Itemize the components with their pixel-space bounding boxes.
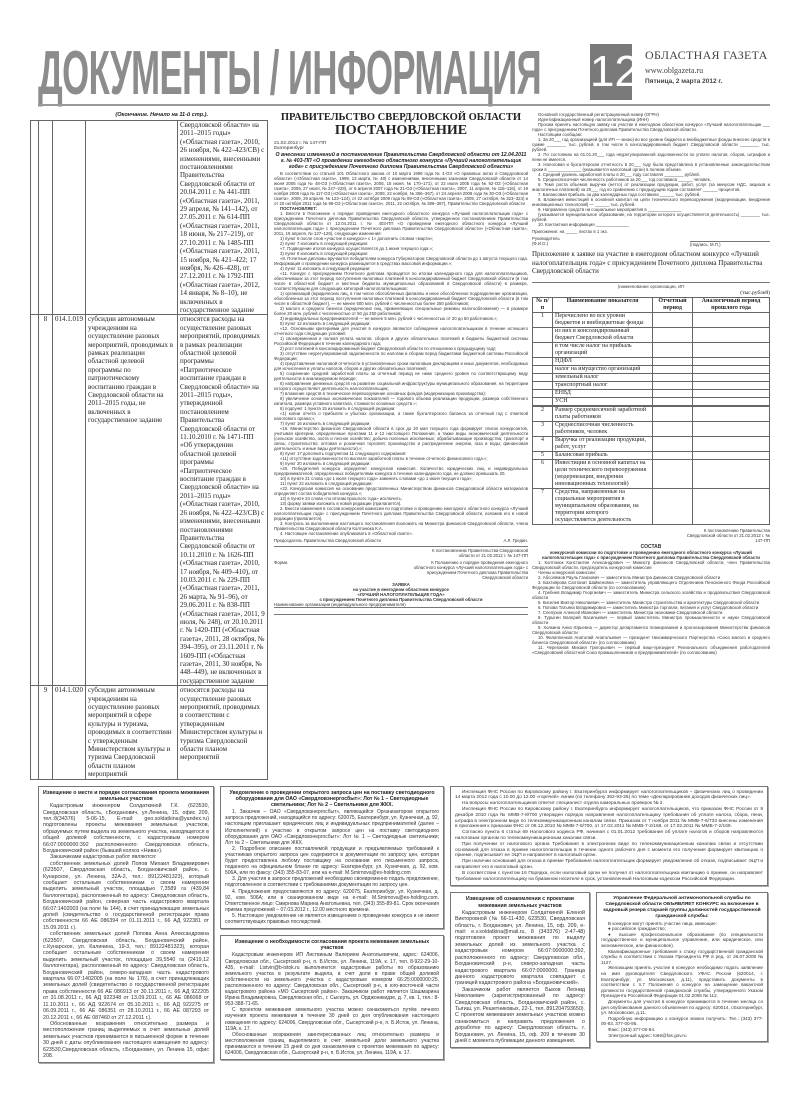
resolution-paragraph: 11) пункт 22 изложить в следующей редакции:: [280, 481, 373, 486]
indicator-name: НДФЛ: [553, 357, 653, 365]
notice-paragraph: Инспекция ФНС России по Кировскому району г. Екатеринбурга информирует налогоплательщиков, что приказом ФНС России от 9 декабря 2010 года № ММВ-7-8/700 утвержден порядок направления налогоплательщику требования об уплате налога, сбора, пени, штрафа в электронном виде по телекоммуникационным каналам связи. Приказом от 7 ноября 2011 № ММВ-7-6/733 внесены изменения в приложения к приказам ФНС от 09.12.2010 № ММВ-7-8/700, от 17.02.2011 № ММВ-7-2/168, от 17.02.2011 № ММВ-7-2/169.: [455, 807, 763, 830]
table-row: [533, 373, 770, 381]
notice-paragraph: 5. Настоящее уведомление не является извещением о проведении конкурса и не имеет соответствующих правовых последствий.: [225, 912, 439, 925]
blank-line: [274, 609, 528, 615]
resolution-paragraph: 4. Настоящее постановление опубликовать в «Областной газете».: [280, 531, 413, 536]
previous-period-cell[interactable]: [693, 312, 770, 327]
page-number: 12: [590, 44, 632, 100]
form-line: 4. Средний уровень заработной платы в 20___ году составлял ________ рублей.: [538, 172, 700, 177]
previous-period-cell[interactable]: [693, 342, 770, 357]
composition-subtitle: конкурсной комиссии по подготовке и проведению ежегодного областного конкурса «Лучший налогоплательщик года» с присуждением Почетного диплома Правительства Свердловской области: [542, 549, 760, 560]
previous-period-cell[interactable]: [693, 357, 770, 365]
indicator-name: в том числе налог на прибыль организаций: [553, 342, 653, 357]
notice-paragraph: Подробную информацию о конкурсе можно получить: Тел.: (343) 377-00-83, 377-00-95.: [601, 1015, 763, 1027]
notice-paragraph: При получении от налогового органа Требования в электронном виде по телекоммуникационным каналам связи и отсутствии оснований для отказа в приеме налогоплательщик в течение одного рабочего дня с момента его получения формирует квитанцию о приеме, подписывает ее ЭЦП и направляет в налоговый орган.: [455, 841, 763, 859]
resolution-paragraph: 8) увеличение основных экономических показателей — годового объема реализации продукции, размера собственного капитала, размера уставного капитала, стоимости основных средств.»;: [274, 396, 528, 406]
application-subtitle: на участие в ежегодном областном конкурсе: [353, 587, 449, 592]
notice-paragraph: Электронный адрес: to66@fas.gov.ru: [608, 1032, 687, 1038]
divider: [274, 544, 528, 547]
row-number: 2: [533, 406, 553, 421]
form-line: Основной государственный регистрационный номер (ОГРН): [538, 112, 659, 117]
notice-title: Извещение о месте и порядке согласования проекта межевания земельных участков: [43, 789, 209, 802]
notice-paragraph: Заказчиком работ является Быков Леонид Николаевич (зарегистрированный по адресу: Свердловская область, Богдановичский район, с. Тыгиш, ул. Решетниковых, 22-1, тел. 891204793650). С проектом межевания земельных участков можно ознакомиться и направить предложения о доработке по адресу: Свердловская область, г. Богданович, ул. Ленина, 15, оф. 209 в течение 30 дней с момента публикации данного извещения.: [455, 986, 585, 1044]
previous-period-cell[interactable]: [693, 459, 770, 488]
section-title: ДОКУМЕНТЫ / ИНФОРМАЦИЯ: [38, 39, 542, 108]
notice-paragraph: собственник земельных долей Попова Анна Александровна (623507, Свердловская область, Богдановичский район, с.Кунарское, ул. Калинина, 19-3, тел.: 89122481323), которая сообщает остальным собственникам о своем намерении выделить земельный участок, площадью 39,5540 га (2419,12 баллогектара), расположенный по адресу: Свердловская область, Богдановичский район, северо-западная часть кадастрового квартала 66:07:1402005 (на поле № 176), в счет принадлежащих земельных долей (свидетельство о государственной регистрации права собственности 66 АЕ 086913 от 30.11.2011 г., 66 АД 922205 от 31.08.2011 г., 66 АД 922348 от 13.09.2011 г., 66 АЕ 086068 от 11.10.2011 г., 66 АД 922674 от 05.10.2011 г., 66 АД 922275 от 06.09.2011 г., 66 АЕ 086351 от 28.10.2011 г., 66 АЕ 087293 от 20.12.2011 г., 66 АЕ 087460 от 27.12.2011 г.).: [43, 931, 209, 1021]
cell-code: 014.1.019: [53, 315, 86, 686]
reporting-period-cell[interactable]: [653, 397, 693, 405]
notice-paragraph: С проектом межевания земельного участка можно ознакомиться путём личного изучения проекта межевания в течение 30 дней со дня опубликования настоящего извещения по адресу: 624006, Свердловская обл., Сысертский р-н, п. Б.Исток, ул. Ленина, 119А, к. 17.: [225, 1007, 439, 1032]
application-diploma: с присуждением Почетного диплома Правительства Свердловской области: [319, 597, 483, 602]
row-number: [533, 365, 553, 373]
notice-paragraph: Обоснованные возражения заинтересованных лиц относительно размера и местоположения границ выделяемого в счет земельной доли земельного участка принимаются в течение 15 дней со дня ознакомления с проектом межевания по адресу: 624006, Свердловская обл., Сысертский р-н, п. Б.Исток, ул. Ленина, 119А, к. 17.: [225, 1031, 439, 1056]
blank-cell: [31, 121, 39, 315]
resolution-number: 21.02.2012 г. № 147-ПП: [274, 141, 327, 146]
application-form-section: [532, 112, 770, 655]
indicator-name: Балансовая прибыль: [553, 451, 653, 459]
column-header: Отчетный период: [653, 297, 693, 312]
notice-paragraph: Согласно пункта 6 статьи 69 Налогового кодекса РФ, начиная с 01.01.2012 требования об уплате налогов и сборов направляются налоговым органом по телекоммуникационным каналам связи.: [455, 830, 763, 842]
notices-middle-stack: [220, 786, 444, 1060]
reporting-period-cell[interactable]: [653, 342, 693, 357]
column-header: Наименование показателя: [553, 297, 653, 312]
budget-table-section: [30, 112, 268, 780]
commission-member: Члены конкурсной комиссии:: [538, 569, 596, 575]
form-line: 7. Балансовая прибыль за два календарных года составила ______ тыс. рублей.: [538, 192, 701, 197]
commission-member: 5. Киселев Виктор Николаевич — заместитель Министра строительства и архитектуры Свердловской области: [538, 599, 760, 605]
notice-paragraph: При наличии оснований для отказа в приеме Требования налогоплательщик формирует уведомление об отказе, подписывает ЭЦП и направляет его в налоговый орган.: [455, 859, 763, 871]
notice-paragraph: Факс: (343) 377-00-84.: [608, 1026, 656, 1032]
head-label: Руководитель: [532, 236, 560, 241]
notice-paragraph: 1. Заказчик – ОАО «Свердловэнергосбыт», являющийся Организатором открытого запроса предложений, находящийся по адресу: 620075, Екатеринбург, ул. Кузнечная, д. 92, настоящим приглашает юридических лиц и индивидуальных предпринимателей (далее – Исполнителей) к участию в открытом запросе цен на поставку светодиодного оборудования для ОАО «Свердловэнергосбыт»: Лот № 1 – Светодиодные светильники; Лот № 2 – Светильники для ЖКХ.: [225, 809, 439, 846]
row-number: 3: [533, 421, 553, 436]
resolution-paragraph: 7) пункт 16 изложить в следующей редакции:: [280, 421, 371, 426]
table-row: [533, 421, 770, 436]
cell-code: [53, 121, 86, 315]
resolution-paragraph: «11) отсутствие задолженности по выплате заработной платы в течение отчетного финансового года.»;: [280, 456, 488, 461]
masthead: [645, 48, 768, 85]
issue-date: Пятница, 2 марта 2012 г.: [645, 78, 723, 85]
notice-survey-familiarization: [450, 892, 590, 1048]
appendix-title: Приложение к заявке на участие в ежегодном областном конкурсе «Лучший налогоплательщик года» с присуждением Почетного диплома Правительства Свердловской области: [532, 250, 763, 275]
cell-desc: относятся расходы на осуществление разовых мероприятий, проводимых в соответствии с утвержденным Министерством культуры и туризма Свердловской области планом мероприятий: [178, 686, 268, 779]
resolution-paragraph: 3) индивидуальных предпринимателей — не менее 5 млн. рублей с численностью от 20 до 50 работников.»;: [280, 316, 498, 321]
commission-member: 7. Слепухин Алексей Иванович — заместитель Министра экономики Свердловской области: [538, 609, 723, 615]
indicator-name: Среднесписочная численность работников, человек: [553, 421, 653, 436]
table-row: [533, 436, 770, 451]
resolution-paragraph: 6) подпункт 1 пункта 15 изложить в следующей редакции:: [280, 406, 396, 411]
resolution-paragraph: 2) рост платежей в консолидированный бюджет Свердловской области по отношению к предыдущему году;: [280, 346, 497, 351]
resolution-paragraph: 10) в пункте 21 слова «до 1 июля текущего года» заменить словами «до 1 июня текущего года»;: [280, 476, 473, 481]
previous-period-cell[interactable]: [693, 365, 770, 373]
continued-note: (Окончание. Начало на 11-й стр.).: [115, 112, 208, 118]
previous-period-cell[interactable]: [693, 389, 770, 397]
table-row: [533, 406, 770, 421]
notice-paragraph: 3. Для участия в запросе предложений необходимо своевременно подать предложение, подготовленное в соответствии с требованиями документации по запросу цен.: [225, 876, 439, 889]
resolution-paragraph: 3) пункт 8 изложить в следующей редакции:: [280, 251, 369, 256]
form-line: 6. Темп роста объемов выручки (нетто) от реализации продукции, работ, услуг (за минусом НДС, акцизов и аналогичных платежей) за 20___ год по сравнению с предыдущим годом составляет ______ процентов.: [532, 182, 770, 192]
unit-label: (тыс.рублей): [740, 289, 770, 296]
resolution-paragraph: «1) копии отчета о прибылях и убытках организации, а также бухгалтерского баланса за отчетный год с отметкой налогового органа;»;: [274, 411, 528, 421]
resolution-section: [274, 112, 528, 616]
reporting-period-cell[interactable]: [653, 488, 693, 524]
indicator-name: налог на имущество организаций: [553, 365, 653, 373]
indicator-name: Перечислено во все уровни бюджетов и внебюджетные фонды: [553, 312, 653, 327]
application-title: ЗАЯВКА: [392, 582, 410, 587]
row-number: [533, 373, 553, 381]
cell-desc: Свердловской области» на 2011–2015 годы» («Областная газета», 2010, 26 ноября, № 422–423/СВ) с изменениями, внесенными постановлениями Правительства Свердловской области от 20.04.2011 г. № 441-ПП («Областная газета», 2011, 29 апреля, № 141–142), от 27.05.2011 г. № 614-ПП («Областная газета», 2011, 18 июня, № 217–219), от 27.10.2011 г. № 1485-ПП («Областная газета», 2011, 15 ноября, № 421–422; 17 ноября, № 426–428), от 27.12.2011 г. № 1792-ПП («Областная газета», 2012, 14 января, № 8–10), не включенных в государственное задание: [178, 121, 268, 315]
organization-caption: (наименование организации, ИП: [617, 283, 685, 289]
reporting-period-cell[interactable]: [653, 327, 693, 342]
resolution-paragraph: 7) вложение средств в техническое перевооружение основных фондов (модернизацию производства);: [280, 391, 486, 396]
notice-paragraph-list: [455, 790, 763, 883]
form-line: 9. Направлено средств на социальные мероприятия в ______________: [538, 207, 682, 212]
row-number: 4: [533, 436, 553, 451]
commission-member: 9. Холкина Анна Юрьевна — директор департамента планирования и прогнозирования Министерства финансов Свердловской области: [532, 624, 770, 635]
notice-title: Управление Федеральной антимонопольной службы по Свердловской области ОБЪЯВЛЯЕТ КОНКУРС на включение в кадровый резерв старшей группы должностей государственной гражданской службы:: [603, 896, 761, 919]
annex-reference: К постановлению Правительства Свердловской области от 21.02.2012 г. № 147-ПП: [432, 548, 528, 558]
form-line: (указывается муниципальное образование, на территории которого осуществляется деятельность) ________ тыс. рублей.: [532, 212, 770, 222]
notice-paragraph: Кадастровым инженером Солдаткиной Еленой Викторовной (№ 66-11-430, 623530, Свердловская область, г. Богданович, ул. Ленина, 15, оф. 209, e-mail: e.v.soldatkina@mail.ru, 8 (343376) 2-47-48) подготовлен проект межевания по выделу земельных долей из земельного участка с кадастровым номером 66:07:0000000:392, расположенного по адресу: Свердловская обл., Богдановичский р-н, северо-западная часть кадастрового квартала 66:07:0000000. Граница данного кадастрового квартала совпадает с границей кадастрового района «Богдановичский».: [455, 909, 585, 987]
resolution-paragraph: 4) представление налоговой отчетности в установленные сроки налоговым декларациям и иных документов, необходимых для исчисления и уплаты налогов, сборов и других обязательных платежей;: [274, 361, 528, 371]
resolution-paragraph: «7. Подведение итогов конкурса осуществляется до 1 июня текущего года.»;: [280, 246, 434, 251]
resolution-paragraph: 12) в пункте 24 слова «по итогам прошлого года» исключить;: [280, 496, 403, 501]
decree-word: ПОСТАНОВЛЯЕТ:: [280, 206, 318, 211]
reporting-period-cell[interactable]: [653, 459, 693, 488]
preamble: В соответствии со статьей 101 Областного закона от 10 марта 1999 года № 4-ОЗ «О правовых актах в Свердловской области» («Областная газета», 1999, 13 марта, № 48) с изменениями, внесенными законами Свердловской области от 14 июня 2005 года № 48-ОЗ («Областная газета», 2005, 15 июня, № 170–171), от 22 июля 2005 года № 92-ОЗ («Областная газета», 2005, 27 июля, № 227–228), от 6 апреля 2007 года № 21-ОЗ («Областная газета», 2007, 11 апреля, № 115–116), от 19 ноября 2008 года № 117-ОЗ («Областная газета», 2008, 22 ноября, № 366–367), от 24 апреля 2009 года № 30-ОЗ («Областная газета», 2009, 29 апреля, № 123–124), от 22 октября 2009 года № 89-ОЗ («Областная газета», 2009, 27 октября, № 323–324) и от 20 октября 2011 года № 98-ОЗ («Областная газета», 2011, 22 октября, № 386–387), Правительство Свердловской области: [274, 171, 529, 206]
resolution-paragraph: 3) отсутствие неурегулированной задолженности по налогам и сборам перед бюджетами бюджетной системы Российской Федерации;: [274, 351, 528, 361]
notice-tax-inspection: [450, 786, 768, 887]
reporting-period-cell[interactable]: [653, 373, 693, 381]
resolution-paragraph: 13) форму заявки изложить в новой редакции (прилагается).: [280, 501, 402, 506]
table-row: [533, 327, 770, 342]
resolution-paragraph: 8) пункт 17 дополнить подпунктом 11 следующего содержания:: [280, 451, 407, 456]
indicator-name: Выручка от реализации продукции, работ, услуг: [553, 436, 653, 451]
notice-paragraph: Инспекция ФНС России по Кировскому району г. Екатеринбурга информирует налогоплательщиков – физических лиц о проведении 14 марта 2012 года с 10.00 до 12.00 «горячей» линии (по телефону 362-93-26) по теме «Декларирование доходов физических лиц».: [455, 789, 763, 801]
organization-line: [532, 277, 770, 283]
notice-paragraph: В конкурсе могут принять участие лица, имеющие:: [608, 920, 717, 926]
resolution-paragraph: 3. Контроль за выполнением настоящего постановления возложить на Министра финансов Свердловской области, члена Правительства Свердловской области Колтонюка К.А.: [274, 521, 528, 531]
commission-member: 8. Турыгин Валерий Васильевич — первый заместитель Министра промышленности и науки Свердловской области: [532, 614, 770, 625]
notice-paragraph-list: [225, 809, 439, 925]
cell-n: 8: [39, 315, 53, 686]
indicator-name: Средства, направленные на социальные мероприятия в муниципальном образовании, на территории которого осуществляется деятельность: [553, 488, 653, 524]
previous-period-cell[interactable]: [693, 488, 770, 524]
cell-n: [39, 121, 53, 315]
form-reference: К Положению о порядке проведения ежегодного областного конкурса «Лучший налогоплательщик года» с присуждением Почетного диплома Правительства Свердловской области: [413, 560, 528, 580]
reporting-period-cell[interactable]: [653, 421, 693, 436]
attachments-line: Приложение: на _____ листах в 1 экз.: [532, 229, 608, 234]
notices-area: [38, 786, 800, 1064]
indicator-name: земельный налог: [553, 373, 653, 381]
row-number: [533, 342, 553, 357]
notice-fas-contest: [596, 892, 768, 1042]
commission-member: 2. Абсолямов Рауль Газизович — заместитель Министра финансов Свердловской области: [538, 574, 721, 580]
cell-name: [86, 121, 178, 315]
newspaper-url[interactable]: www.oblgazeta.ru: [645, 66, 704, 75]
indicators-table: [532, 297, 770, 525]
row-number: 7: [533, 488, 553, 524]
notice-paragraph-list: [225, 952, 439, 1056]
form-line: 5. Среднесписочная численность работников за 20___ год составила ______ человек.: [538, 177, 711, 182]
resolution-paragraph: 6) направление денежных средств на развитие социальной инфраструктуры муниципального образования, на территории которого осуществляет деятельность налогоплательщик;: [274, 381, 528, 391]
table-row: [31, 686, 268, 779]
indicator-name: Инвестиции в основной капитал на цели технического перевооружения (модернизации, внедрения инновационных технологий): [553, 459, 653, 488]
form-line-list: [532, 112, 770, 227]
table-row: [31, 315, 268, 686]
resolution-type: ПОСТАНОВЛЕНИЕ: [334, 123, 468, 138]
reporting-period-cell[interactable]: [653, 312, 693, 327]
form-line: 2. По состоянию на 01.01.20___ года неурегулированной задолженности по уплате налогов, сборов, штрафов и пени не имеется.: [532, 152, 770, 162]
notice-paragraph: 4. Предложения предоставляются по адресу: 620075, Екатеринбург, ул. Кузнечная, д. 92, ком. 506А; или в сканированном виде на e-mail: M.Smirnova@es-holding.com. Ответственное лицо: Смирнова Марина Анатольевна, тел. (343) 355-89-81. Срок окончания приема предложений – 07.03.2012 г., 12.00 местного времени.: [225, 888, 439, 913]
previous-period-cell[interactable]: [693, 436, 770, 451]
organization-name-field: Наименование организации (индивидуального предпринимателя): [274, 602, 528, 608]
reporting-period-cell[interactable]: [653, 357, 693, 365]
commission-member: 1. Колтонюк Константин Александрович — Министр финансов Свердловской области, член Правительства Свердловской области, председатель конкурсной комиссии: [532, 559, 770, 570]
notice-paragraph: Желающим принять участие в конкурсе необходимо подать заявление на имя руководителя Свердловского УФАС России (620014, г. Екатеринбург, ул. Московская, д.11), представить документы в соответствии с п.7 Положения о конкурсе на замещение вакантной должности государственной гражданской службы, утвержденного Указом Президента Российской Федерации 01.02.2005 № 112.: [601, 965, 763, 999]
cell-name: субсидии автономным учреждениям на осуществление разовых мероприятий в сфере культуры и туризма, проводимых в соответствии с утвержденным Министерством культуры и туризма Свердловской области планом мероприятий: [86, 686, 178, 779]
signer-name: А.Л. Гредин.: [503, 538, 528, 543]
notice-paragraph: собственник земельных долей Попов Михаил Владимирович (623507, Свердловская область, Богдановичский район, с. Кунарское, ул. Ленина, 32А-2, тел.: 89122481323), который сообщает остальным собственникам о своем намерении выделить земельный участок, площадью 7,3589 га (439,84 баллогектара), расположенный по адресу: Свердловская область, Богдановичский район, северная часть кадастрового квартала 66:07:1402003 (на поле № 144), в счет принадлежащих земельных долей (свидетельство о государственной регистрации права собственности 66 АЕ 086394 от 01.11.2011 г., 66 АД 922381 от 15.09.2011 г.).: [43, 860, 209, 931]
notice-paragraph: 2. Подробное описание поставляемой продукции и предъявляемых требований к участникам открытого запроса цен содержится в документации по запросу цен, которая будет предоставлена любому поставщику на основании его письменного запроса, поданного на официальном бланке по адресу: Екатеринбург, ул. Кузнечная, д. 92, ком. 506А, или по факсу: (343) 355-83-07, или на e-mail: M.Smirnova@es-holding.com: [225, 845, 439, 877]
resolution-paragraph: 1) пункт 6 после слов «участие в конкурсе» с 1» дополнить словом «марта»;: [280, 236, 434, 241]
row-number: [533, 389, 553, 397]
notice-paragraph: Документы для участия в конкурсе принимаются в течение месяца со дня опубликования данного объявления по адресу: 620014, г.Екатеринбург, ул. Московская, д.11.: [601, 998, 763, 1016]
notice-title: Уведомление о проведении открытого запроса цен на поставку светодиодного оборудования для ОАО «Свердловэнергосбыт»: Лот № 1 – Светодиодные светильники; Лот № 2 – Светильники для ЖКХ.: [229, 789, 435, 809]
newspaper-name: ОБЛАСТНАЯ ГАЗЕТА: [645, 48, 768, 62]
row-number: [533, 327, 553, 342]
table-row: [533, 459, 770, 488]
table-row: [533, 357, 770, 365]
notice-paragraph: Квалификационные требования к стажу государственной гражданской службы в соответствии с Указом Президента РФ в ред. от 26.07.2008 № 1127.: [601, 948, 763, 965]
form-line: Настоящим сообщаю:: [538, 132, 583, 137]
notice-title: Извещение о необходимости согласования проекта межевания земельных участков: [234, 939, 430, 952]
indicator-name: транспортный налог: [553, 381, 653, 389]
reporting-period-cell[interactable]: [653, 381, 693, 389]
cell-desc: относятся расходы на осуществление разовых мероприятий, проводимых в рамках реализации областной целевой программы «Патриотическое воспитание граждан в Свердловской области» на 2011–2015 годы», утвержденной постановлением Правительства Свердловской области от 11.10.2010 г. № 1471-ПП «Об утверждении областной целевой программы «Патриотическое воспитание граждан в Свердловской области» на 2011–2015 годы» («Областная газета», 2010, 26 ноября, № 422–423/СВ) с изменениями, внесенными постановлениями Правительства Свердловской области от 10.11.2010 г. № 1626-ПП («Областная газета», 2010, 17 ноября, № 409–410), от 10.03.2011 г. № 229-ПП («Областная газета», 2011, 26 марта, № 91–96), от 29.06.2011 г. № 838-ПП («Областная газета», 2011, 9 июля, № 248), от 20.10.2011 г. № 1420-ПП («Областная газета», 2011, 28 октября, № 394–395), от 23.11.2011 г. № 1609-ПП («Областная газета», 2011, 30 ноября, № 448–449), не включенных в государственное задание: [178, 315, 268, 686]
resolution-city: Екатеринбург: [274, 146, 305, 151]
notice-paragraph: ● российское гражданство;: [608, 926, 666, 932]
table-row: [533, 312, 770, 327]
previous-period-cell[interactable]: [693, 406, 770, 421]
resolution-org: ПРАВИТЕЛЬСТВО СВЕРДЛОВСКОЙ ОБЛАСТИ: [280, 112, 522, 123]
resolution-paragraph: «22. Конкурсная комиссия на основании представленных Министерством финансов Свердловской области материалов определяет состав победителей конкурса.»;: [274, 486, 528, 496]
notice-survey-agreement-necessity: [220, 935, 444, 1060]
resolution-paragraph: 2) пункт 7 изложить в следующей редакции:: [280, 241, 369, 246]
resolution-body: [274, 171, 528, 615]
resolution-paragraph: 5) сохранение средней заработной платы за отчетный период не ниже среднего уровня по соответствующему виду деятельности в анализируемом периоде;: [274, 371, 528, 381]
commission-member: 10. Филиппенков Анатолий Анатольевич — президент Некоммерческого Партнерства «Союз малого и среднего бизнеса Свердловской области» (по согласованию): [532, 634, 770, 645]
cell-n: 9: [39, 686, 53, 779]
previous-period-cell[interactable]: [693, 421, 770, 436]
row-number: 6: [533, 459, 553, 488]
notice-title: Извещение об ознакомлении с проектами межевания земельных участков: [466, 896, 574, 909]
indicator-name: из них в консолидированный бюджет Свердловской области: [553, 327, 653, 342]
blank-cell: [31, 315, 39, 686]
resolution-paragraph: «12. Основными критериями для участия в конкурсе являются соблюдение налогоплательщиком в течение истекшего отчетного года следующих условий:: [274, 326, 528, 336]
table-row: [533, 488, 770, 524]
table-row: [533, 365, 770, 373]
notice-paragraph: ● высшее профессиональное образование (по специальности государственное и муниципальное управление, или юридическое, или экономическое, или финансовое).: [601, 931, 763, 948]
resolution-paragraph: 9) пункт 20 изложить в следующей редакции:: [280, 461, 371, 466]
form-line: Идентификационный номер налогоплательщика (ИНН): [538, 117, 649, 122]
blank-cell: [31, 686, 39, 779]
previous-period-cell[interactable]: [693, 397, 770, 405]
resolution-paragraph: 1. Внести в Положение о порядке проведения ежегодного областного конкурса «Лучший налогоплательщик года» с присуждением Почетного диплома Правительства Свердловской области, утвержденное постановлением Правительства Свердловской области от 12.04.2011 г. № 403-ПП «О проведении ежегодного областного конкурса «Лучший налогоплательщик года» с присуждением Почетного диплома Правительства Свердловской области» («Областная газета», 2011, 19 апреля, № 127–128), следующие изменения:: [274, 211, 528, 236]
cell-name: субсидии автономным учреждениям на осуществление разовых мероприятий, проводимых в рамках реализации областной целевой программы по патриотическому воспитанию граждан в Свердловской области на 2011–2015 годы, не включенных в государственное задание: [86, 315, 178, 686]
notice-paragraph: На вопросы налогоплательщиков ответит специалист отдела камеральных проверок № 2.: [462, 801, 664, 807]
previous-period-cell[interactable]: [693, 381, 770, 389]
cell-code: 014.1.020: [53, 686, 86, 779]
page-header: [0, 0, 800, 108]
resolution-paragraph: «20. Победителей конкурса определяет конкурсная комиссия. Количество юридических лиц и индивидуальных предпринимателей, определенных победителями конкурса в течение календарного года, не должно превышать 20.: [274, 466, 528, 476]
notices-right-stack: [450, 786, 768, 1049]
reporting-period-cell[interactable]: [653, 406, 693, 421]
reporting-period-cell[interactable]: [653, 451, 693, 459]
form-line: 1. За 20___ год организацией (для ИП — мною) во все уровни бюджета и внебюджетные фонды внесено средств в сумме ________ тыс. рублей, в том числе в консолидированный бюджет Свердловской области ________ тыс. рублей.: [532, 137, 770, 152]
row-number: 5: [533, 451, 553, 459]
table-row: [533, 381, 770, 389]
commission-member: 3. Бахтиярова Салтанат Шайкеновна — заместитель управляющего Отделением Пенсионного Фонда Российской Федерации по Свердловской области (по согласованию): [532, 579, 770, 590]
table-row: [31, 121, 268, 315]
form-line: 8. Вложения инвестиций в основной капитал на цели технического перевооружения (модернизации, внедрения инновационных технологий) — ______ тыс. рублей.: [532, 197, 770, 207]
form-line: 3. Налоговая и бухгалтерская отчетность в 20___ году была представлена в установленные законодательством сроки в ______________ (указывается налоговый орган) в полном объеме.: [532, 162, 770, 172]
resolution-paragraph: «11. Конкурс с присуждением Почетного диплома проводится по итогам календарного года для налогоплательщиков, обеспечивших за этот период поступления налоговых платежей в консолидированный бюджет Свердловской области (в том числе в областной бюджет и местные бюджеты муниципальных образований в Свердловской области) в размере, соответствующем для следующих категорий налогоплательщиков:: [274, 271, 528, 291]
commission-member: 6. Попова Татьяна Владимировна — заместитель Министра торговли, питания и услуг Свердловской области: [538, 604, 759, 610]
resolution-paragraph: 1) организаций (юридических лиц, в том числе обособленных филиалы и иное обособленное подразделение организации, обособленных за этот период поступления налоговых платежей в консолидированный бюджет Свердловской области (в том числе в областной бюджет), — не менее 500 млн. рублей с численностью более 250 работников;: [274, 291, 528, 306]
composition-reference: К постановлению Правительства Свердловской области от 21.02.2012 г. № 147-ПП: [686, 527, 770, 543]
column-header: Аналогичный период прошлого года: [693, 297, 770, 312]
notice-paragraph-list: [43, 803, 209, 1059]
notice-paragraph-list: [601, 921, 763, 1038]
resolution-paragraph: «16. Министерство финансов Свердловской области в срок до 20 мая текущего года формирует список конкурсантов, учитывая критерии, определенные пунктами 11 и 12 настоящего Положения, а также виды экономической деятельности (сельское хозяйство, охота и лесное хозяйство; добыча полезных ископаемых; обрабатывающие производства; транспорт и связь; строительство; оптовая и розничная торговля; производство и распределение энергии, газа и воды; финансовая деятельность и иные виды деятельности).»;: [274, 426, 528, 451]
notice-land-survey-agreement: [38, 786, 214, 1064]
resolution-paragraph: «8. Почетные дипломы вручаются победителям конкурса Губернатором Свердловской области до 1 августа текущего года. Информация о проведении конкурса размещается в средствах массовой информации.»;: [274, 256, 528, 266]
previous-period-cell[interactable]: [693, 327, 770, 342]
indicator-name: ЕНВД: [553, 389, 653, 397]
resolution-paragraph: 2. Внести изменения в состав конкурсной комиссии по подготовке и проведению ежегодного областного конкурса «Лучший налогоплательщик года» с присуждением Почетного диплома Правительства Свердловской области, изложив его в новой редакции (прилагается).: [274, 506, 528, 521]
notice-price-request: [220, 786, 444, 929]
table-row: [533, 397, 770, 405]
form-label: Форма: [274, 560, 288, 565]
resolution-paragraph: 4) пункт 11 изложить в следующей редакции:: [280, 266, 371, 271]
table-row: [533, 342, 770, 357]
reporting-period-cell[interactable]: [653, 389, 693, 397]
reporting-period-cell[interactable]: [653, 436, 693, 451]
head-fio: (Ф.И.О.): [532, 241, 549, 246]
commission-member: 11. Черепанов Михаил Григорьевич — первый вице-президент Регионального объединения работодателей «Свердловский областной Союз промышленников и предпринимателей» (по согласованию): [532, 644, 770, 655]
reporting-period-cell[interactable]: [653, 365, 693, 373]
notice-paragraph: Обоснованные возражения относительно размера и местоположения границ выделяемых в счет земельных долей земельных участков принимаются в письменной форме в течение 30 дней с даты опубликования настоящего извещения по адресу: 623530,Свердловская область, г.Богданович, ул. Ленина 15, офис 208.: [43, 1020, 209, 1059]
row-number: [533, 397, 553, 405]
commission-member: 4. Гребнев Владимир Георгиевич — заместитель Министра сельского хозяйства и продовольствия Свердловской области: [532, 589, 770, 600]
commission-member-list: [532, 560, 770, 655]
signer-title: Председатель Правительства Свердловской области: [274, 538, 381, 543]
notice-paragraph: Заказчиками кадастровых работ являются:: [50, 854, 157, 861]
composition-title: СОСТАВ: [640, 543, 662, 550]
previous-period-cell[interactable]: [693, 373, 770, 381]
form-line: 10. Контактная информация ______________: [538, 222, 630, 227]
form-line: Просим принять настоящую заявку на участие в ежегодном областном конкурсе «Лучший налогоплательщик ___ года» с присуждением Почетного диплома Правительства Свердловской области.: [532, 122, 770, 132]
previous-period-cell[interactable]: [693, 451, 770, 459]
resolution-paragraph-list: [274, 211, 528, 536]
row-number: [533, 381, 553, 389]
resolution-title: О внесении изменений в постановление Правительства Свердловской области от 12.04.2011 г. № 403-ПП «О проведении ежегодного областного конкурса «Лучший налогоплательщик года» с присуждением Почетного диплома Правительства Свердловской области»: [275, 152, 527, 170]
column-header: № п/п: [533, 297, 553, 312]
table-row: [533, 389, 770, 397]
row-number: [533, 357, 553, 365]
resolution-paragraph: 5) пункт 12 изложить в следующей редакции:: [280, 321, 371, 326]
resolution-paragraph: 2) малого и среднего бизнеса (юридических лиц, применяющих специальные режимы налогообложения) — в размере более 20 млн. рублей с численностью от 50 до 250 работников;: [274, 306, 528, 316]
notice-paragraph: Кадастровым инженером ИП Листвиным Валерием Анатольевичем, адрес: 624006, Свердловская обл., Сысертский р-н, п. Б.Исток, ул. Ленина, 119А, к. 17, тел. 8-922-29-10-435, e-mail: Listvin@b-istok.ru выполняются кадастровые работы по образованию земельного участка в результате выдела, в счет доли в праве общей долевой собственности из земельного участка с кадастровым номером 66:25:0000000:25, расположенного по адресу: Свердловская обл., Сысертский р-н, в юго-восточной части кадастрового района «МО Сысертский район». Заказчиком работ является Шашмарина Ирина Владимировна, Свердловская обл., г. Сысерть, ул. Орджоникидзе, д. 7, кв. 1, тел.: 8-953-388-71-65.: [225, 952, 439, 1008]
table-row: [533, 451, 770, 459]
notice-paragraph: В соответствии с пунктом 16 Порядка, если налоговый орган не получил от налогоплательщика квитанцию о приеме, он направляет Требование налогоплательщику на бумажном носителе в срок, установленный Налоговым кодексом Российской Федерации.: [455, 870, 763, 882]
row-number: 1: [533, 312, 553, 327]
resolution-paragraph: 1) своевременная и полная уплата налогов, сборов и других обязательных платежей в бюджеты бюджетной системы Российской Федерации в течение календарного года;: [274, 336, 528, 346]
indicator-name: УСН: [553, 397, 653, 405]
header-rule: [38, 104, 770, 106]
notice-paragraph-list: [455, 910, 585, 1045]
application-contest: «ЛУЧШИЙ НАЛОГОПЛАТЕЛЬЩИК ГОДА»: [357, 592, 445, 597]
top-content: [0, 112, 800, 780]
notice-paragraph: Кадастровым инженером Солдаткиной Г.К. (623530, Свердловская область, г.Богданович, ул.Ленина, 15, офис 209, тел.:8(34376) 5-06-15, E-mail: geo.soldatkina@yandex.ru) подготовлены проекты межевания земельных участков, образуемых путем выдела из земельного участка, находящегося в общей долевой собственности, с кадастровым номером 66:07:0000000:392 расположенного: Свердловская область, Богдановичский район (бывший колхоз «Нива»).: [43, 803, 209, 854]
head-signature: (подпись, М.П.): [690, 241, 770, 247]
budget-table: [30, 120, 268, 780]
indicator-name: Размер среднемесячной заработной платы работников: [553, 406, 653, 421]
